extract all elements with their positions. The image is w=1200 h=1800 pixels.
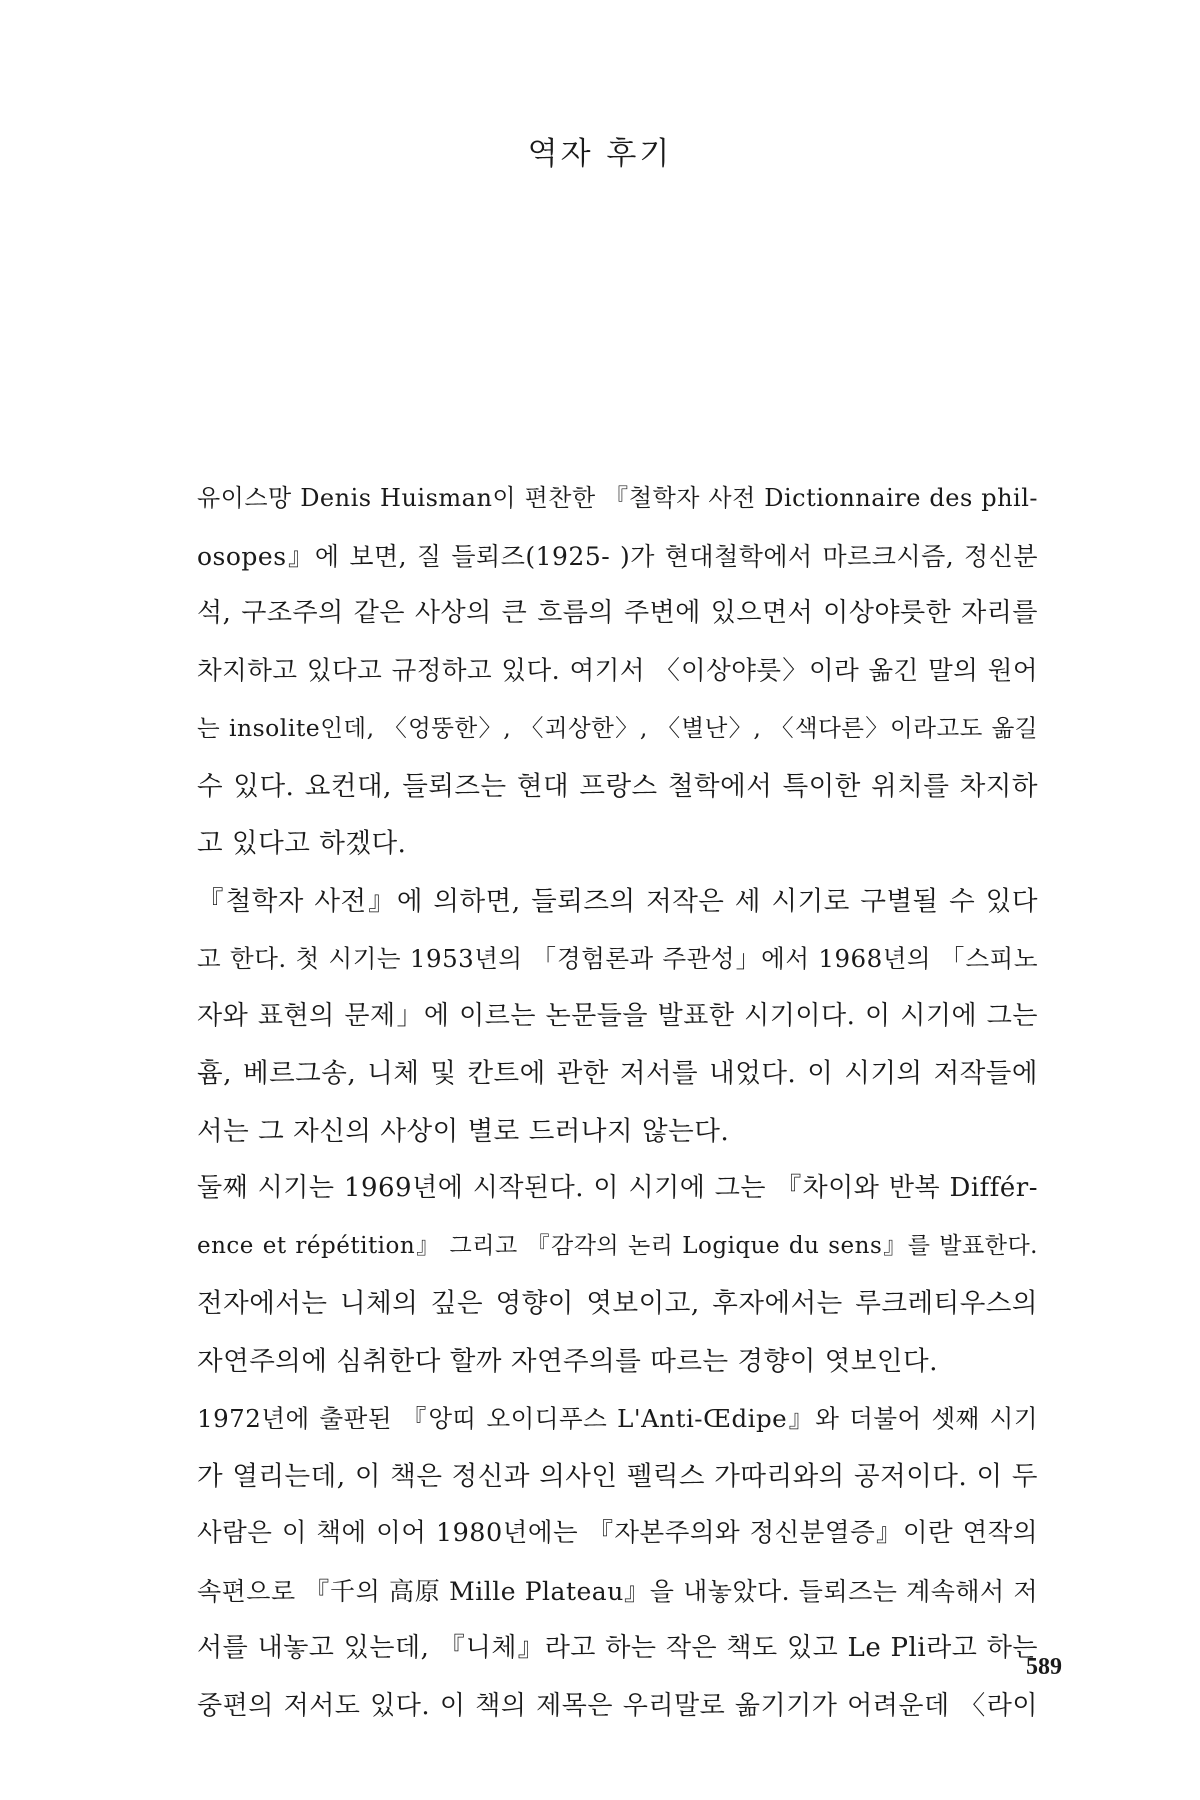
text-line: 1972년에 출판된 『앙띠 오이디푸스 L'Anti-Œdipe』와 더불어 셋째 시기 [197, 1404, 1038, 1433]
text-line: 중편의 저서도 있다. 이 책의 제목은 우리말로 옮기기가 어려운데 〈라이 [197, 1690, 1038, 1721]
page-number: 589 [1026, 1654, 1062, 1680]
text-line: 전자에서는 니체의 깊은 영향이 엿보이고, 후자에서는 루크레티우스의 [197, 1288, 1038, 1319]
text-line: 유이스망 Denis Huisman이 편찬한 『철학자 사전 Dictionnaire des phil- [197, 484, 1038, 512]
text-line: 속편으로 『千의 高原 Mille Plateau』을 내놓았다. 들뢰즈는 계속해서 저 [197, 1576, 1038, 1606]
page-title: 역자 후기 [527, 136, 673, 172]
paragraph-2 [165, 873, 1038, 1161]
text-line: 고 있다고 하겠다. [197, 828, 407, 859]
text-line: 고 한다. 첫 시기는 1953년의 「경험론과 주관성」에서 1968년의 「스피노 [197, 944, 1038, 973]
text-line: 차지하고 있다고 규정하고 있다. 여기서 〈이상야릇〉이라 옮긴 말의 원어 [197, 655, 1038, 686]
text-line: osopes』에 보면, 질 들뢰즈(1925- )가 현대철학에서 마르크시즘, 정신분 [197, 541, 1038, 571]
text-line: 둘째 시기는 1969년에 시작된다. 이 시기에 그는 『차이와 반복 Différ- [197, 1173, 1038, 1203]
text-line: ence et répétition』 그리고 『감각의 논리 Logique du sens』를 발표한다. [197, 1232, 1038, 1259]
text-line: 서를 내놓고 있는데, 『니체』라고 하는 작은 책도 있고 Le Pli라고 하는 [197, 1633, 1038, 1663]
paragraph-3 [165, 1160, 1038, 1390]
text-line: 사람은 이 책에 이어 1980년에는 『자본주의와 정신분열증』이란 연작의 [197, 1518, 1038, 1548]
text-line: 석, 구조주의 같은 사상의 큰 흐름의 주변에 있으면서 이상야릇한 자리를 [197, 598, 1038, 628]
text-line: 흄, 베르그송, 니체 및 칸트에 관한 저서를 내었다. 이 시기의 저작들에 [197, 1058, 1038, 1089]
text-line: 자연주의에 심취한다 할까 자연주의를 따르는 경향이 엿보인다. [197, 1345, 939, 1377]
text-line: 수 있다. 요컨대, 들뢰즈는 현대 프랑스 철학에서 특이한 위치를 차지하 [197, 770, 1038, 802]
text-line: 자와 표현의 문제」에 이르는 논문들을 발표한 시기이다. 이 시기에 그는 [197, 1000, 1038, 1031]
text-line: 가 열리는데, 이 책은 정신과 의사인 펠릭스 가따리와의 공저이다. 이 두 [197, 1460, 1038, 1492]
text-line: 서는 그 자신의 사상이 별로 드러나지 않는다. [197, 1115, 730, 1147]
body-text [165, 470, 1038, 1735]
text-line: 는 insolite인데, 〈엉뚱한〉, 〈괴상한〉, 〈별난〉, 〈색다른〉이라고도 옮길 [197, 714, 1038, 742]
paragraph-4 [165, 1390, 1038, 1735]
text-line: 『철학자 사전』에 의하면, 들뢰즈의 저작은 세 시기로 구별될 수 있다 [197, 885, 1038, 917]
paragraph-1 [165, 470, 1038, 873]
